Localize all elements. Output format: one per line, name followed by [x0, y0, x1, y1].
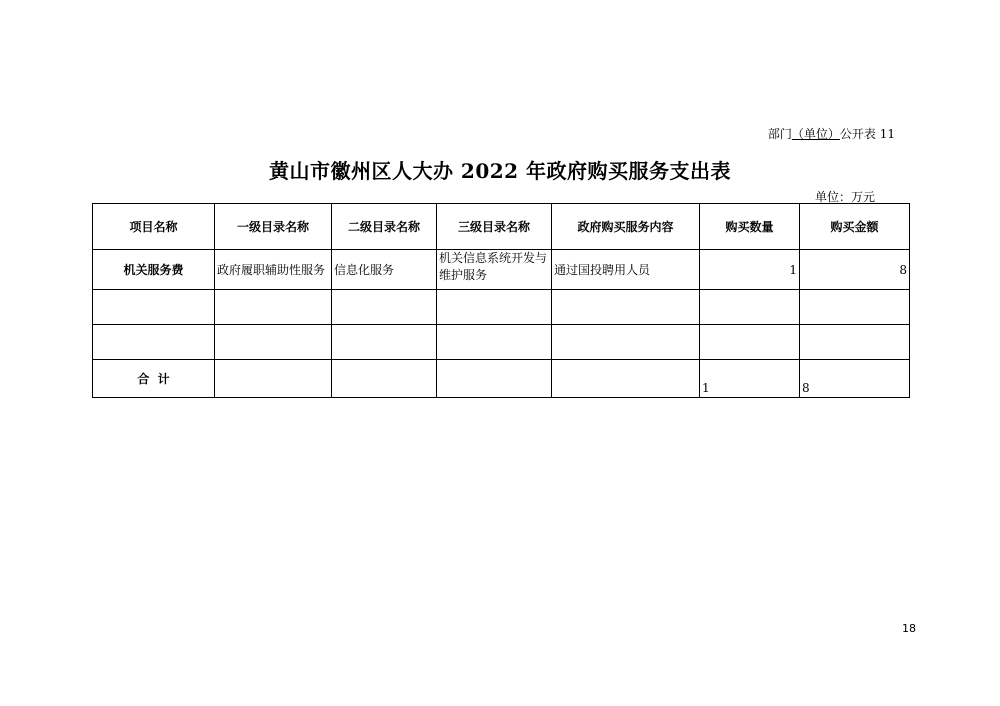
cell-amount — [800, 325, 910, 360]
cell-level1 — [215, 290, 332, 325]
table-header-row — [93, 204, 910, 250]
cell-service-content — [552, 325, 700, 360]
total-row — [93, 360, 910, 398]
form-unit: （单位） — [791, 127, 840, 141]
total-label: 合 计 — [93, 360, 215, 398]
cell-level1: 政府履职辅助性服务 — [215, 250, 332, 290]
col-header-project-name: 项目名称 — [93, 204, 215, 250]
col-header-level3: 三级目录名称 — [437, 204, 552, 250]
cell-amount — [800, 290, 910, 325]
table-row — [93, 325, 910, 360]
cell-quantity: 1 — [700, 250, 800, 290]
cell-quantity — [700, 325, 800, 360]
table-row — [93, 290, 910, 325]
col-header-amount: 购买金额 — [800, 204, 910, 250]
total-quantity: 1 — [700, 360, 800, 398]
form-suffix: 公开表 11 — [839, 127, 895, 141]
cell-service-content — [552, 290, 700, 325]
cell-level3 — [437, 325, 552, 360]
expenditure-table — [92, 203, 910, 398]
total-amount: 8 — [800, 360, 910, 398]
cell-project-name — [93, 290, 215, 325]
col-header-service-content: 政府购买服务内容 — [552, 204, 700, 250]
cell-quantity — [700, 290, 800, 325]
form-prefix: 部门 — [767, 127, 792, 141]
total-level1 — [215, 360, 332, 398]
col-header-level2: 二级目录名称 — [332, 204, 437, 250]
cell-project-name: 机关服务费 — [93, 250, 215, 290]
cell-level2 — [332, 290, 437, 325]
col-header-level1: 一级目录名称 — [215, 204, 332, 250]
total-service-content — [552, 360, 700, 398]
cell-level2 — [332, 325, 437, 360]
total-level3 — [437, 360, 552, 398]
cell-level1 — [215, 325, 332, 360]
cell-amount: 8 — [800, 250, 910, 290]
unit-label: 单位：万元 — [815, 190, 876, 204]
form-number — [768, 125, 895, 142]
cell-level3: 机关信息系统开发与维护服务 — [437, 250, 552, 290]
cell-level3 — [437, 290, 552, 325]
cell-level2: 信息化服务 — [332, 250, 437, 290]
page-title: 黄山市徽州区人大办 2022 年政府购买服务支出表 — [268, 159, 732, 183]
cell-project-name — [93, 325, 215, 360]
col-header-quantity: 购买数量 — [700, 204, 800, 250]
table-row — [93, 250, 910, 290]
page-number: 18 — [902, 622, 916, 635]
cell-service-content: 通过国投聘用人员 — [552, 250, 700, 290]
total-level2 — [332, 360, 437, 398]
